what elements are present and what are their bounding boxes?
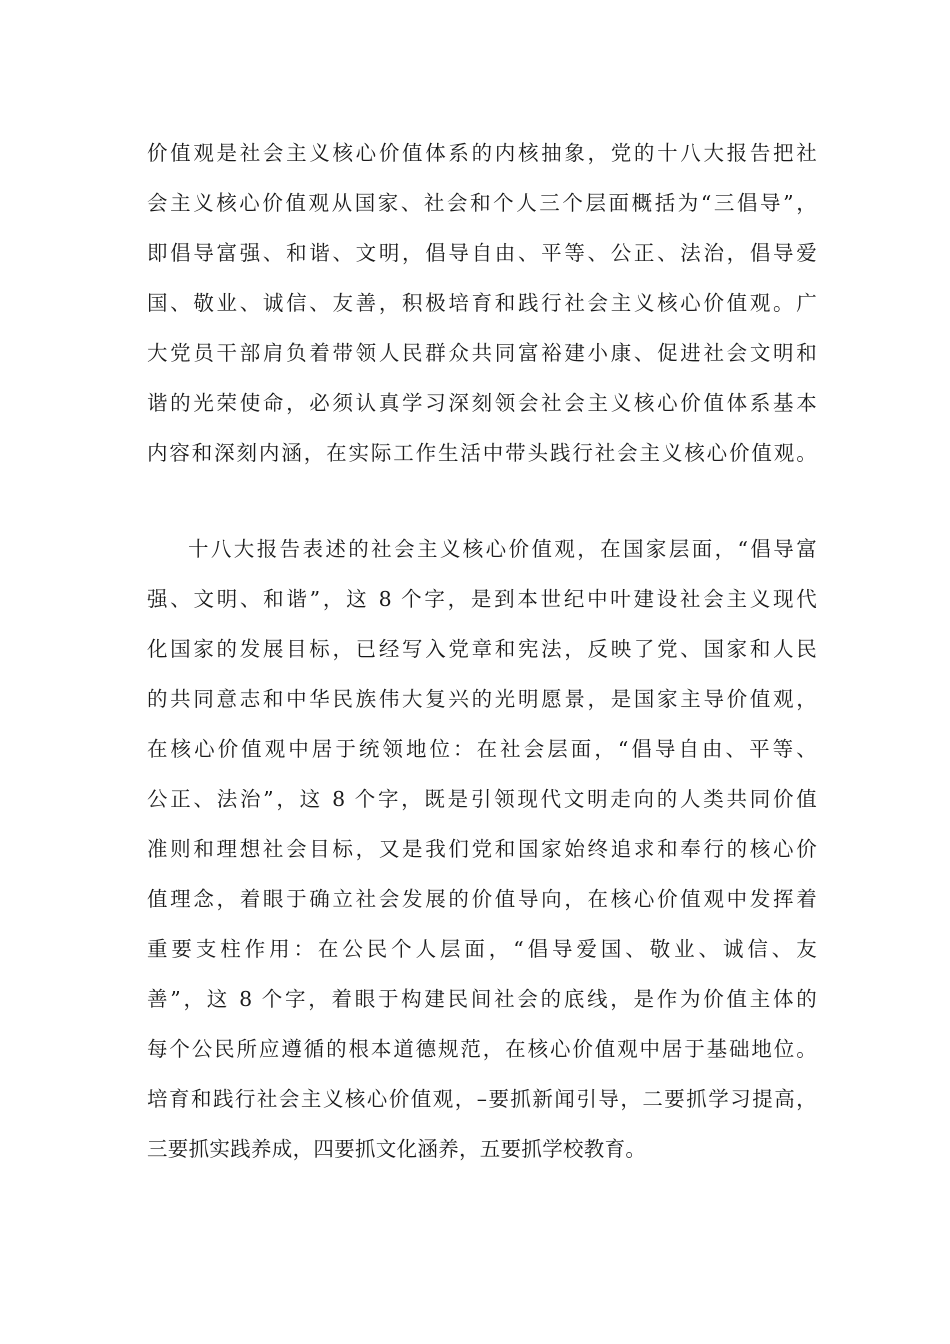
paragraph-line: 十八大报告表述的社会主义核心价值观，在国家层面，“倡导富 — [188, 537, 817, 561]
paragraph-line: 每个公民所应遵循的根本道德规范，在核心价值观中居于基础地位。 — [147, 1037, 817, 1061]
paragraph-1 — [147, 137, 817, 487]
paragraph-line: 国、敬业、诚信、友善，积极培育和践行社会主义核心价值观。广 — [147, 291, 817, 315]
paragraph-line: 强、文明、和谐”，这 8 个字，是到本世纪中叶建设社会主义现代 — [147, 587, 817, 611]
paragraph-line: 培育和践行社会主义核心价值观，–要抓新闻引导，二要抓学习提高， — [147, 1087, 817, 1111]
paragraph-line: 在核心价值观中居于统领地位：在社会层面，“倡导自由、平等、 — [147, 737, 817, 761]
paragraph-line: 三要抓实践养成，四要抓文化涵养，五要抓学校教育。 — [147, 1137, 647, 1161]
paragraph-line: 准则和理想社会目标，又是我们党和国家始终追求和奉行的核心价 — [147, 837, 817, 861]
paragraph-line: 的共同意志和中华民族伟大复兴的光明愿景，是国家主导价值观， — [147, 687, 817, 711]
paragraph-line: 善”，这 8 个字，着眼于构建民间社会的底线，是作为价值主体的 — [147, 987, 817, 1011]
paragraph-line: 重要支柱作用：在公民个人层面，“倡导爱国、敬业、诚信、友 — [147, 937, 817, 961]
paragraph-2 — [147, 533, 817, 1183]
paragraph-line: 大党员干部肩负着带领人民群众共同富裕建小康、促进社会文明和 — [147, 341, 817, 365]
paragraph-line: 化国家的发展目标，已经写入党章和宪法，反映了党、国家和人民 — [147, 637, 817, 661]
paragraph-line: 谐的光荣使命，必须认真学习深刻领会社会主义核心价值体系基本 — [147, 391, 817, 415]
paragraph-line: 价值观是社会主义核心价值体系的内核抽象，党的十八大报告把社 — [147, 141, 817, 165]
paragraph-line: 值理念，着眼于确立社会发展的价值导向，在核心价值观中发挥着 — [147, 887, 817, 911]
paragraph-line: 公正、法治”，这 8 个字，既是引领现代文明走向的人类共同价值 — [147, 787, 817, 811]
paragraph-line: 内容和深刻内涵，在实际工作生活中带头践行社会主义核心价值观。 — [147, 441, 817, 465]
paragraph-line: 会主义核心价值观从国家、社会和个人三个层面概括为“三倡导”， — [147, 191, 817, 215]
paragraph-line: 即倡导富强、和谐、文明，倡导自由、平等、公正、法治，倡导爱 — [147, 241, 817, 265]
